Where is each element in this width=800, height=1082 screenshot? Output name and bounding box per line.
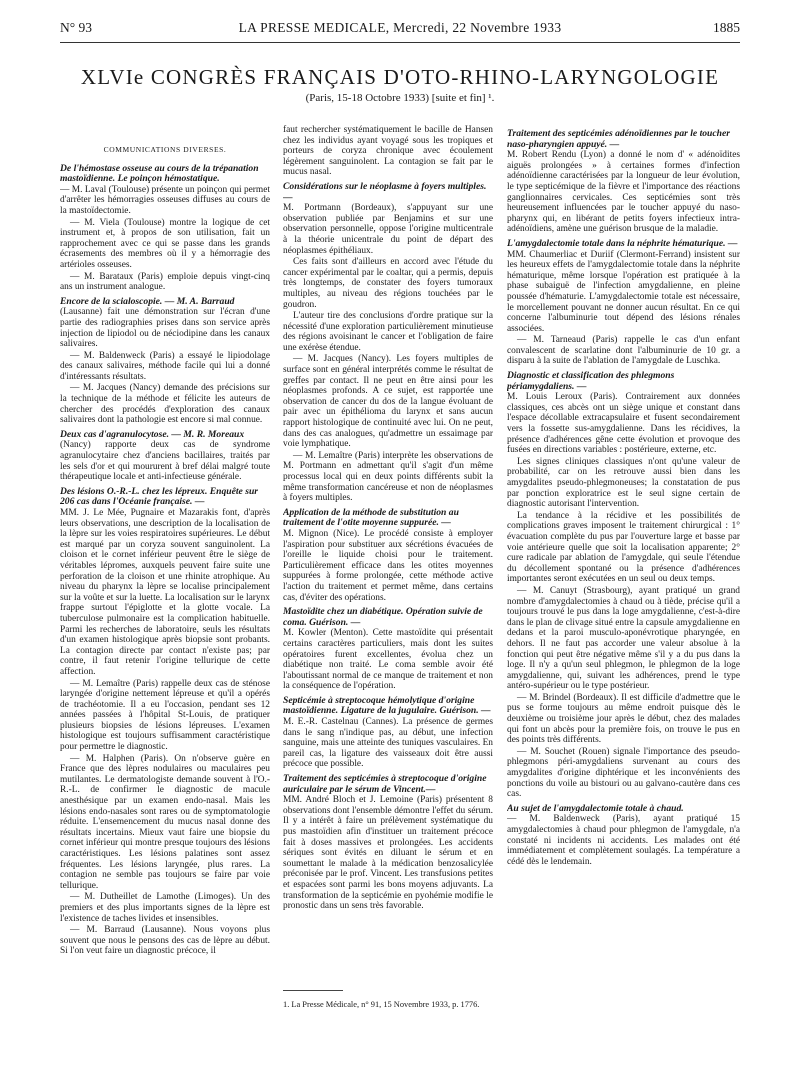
page-subtitle: (Paris, 15-18 Octobre 1933) [suite et fin] ¹. — [305, 92, 495, 104]
paragraph: M. Portmann (Bordeaux), s'appuyant sur une observation publiée par Benjamins et sur une observation personnelle, oppose l'origine multicentrale à la théorie unicentrale du point de départ des néoplasmes épithéliaux. — [283, 203, 493, 256]
section-heading: Diagnostic et classification des phlegmons périamygdaliens. — — [507, 370, 675, 392]
paragraph: M. Louis Leroux (Paris). Contrairement aux données classiques, ces abcès ont un siège unique et constant dans l'espace décollable extracapsulaire et fusent secondairement vers la fossette sus-amygdalienne. Dans les récidives, la présence d'adhérences gêne cette évolution et provoque des fusées en directions variables : postérieure, externe, etc. — [507, 392, 740, 456]
section-heading: Des lésions O.-R.-L. chez les lépreux. Enquête sur 206 cas dans l'Océanie française. — — [60, 485, 259, 508]
section-heading: Application de la méthode de substitution au traitement de l'otite moyenne suppurée. — — [283, 506, 459, 529]
section-heading: Traitement des septicémies adénoïdiennes par le toucher naso-pharyngien appuyé. — — [507, 128, 730, 150]
paragraph: — M. Jacques (Nancy) demande des précisions sur la technique de la méthode et félicite les auteurs de chercher des procédés d'exploration des canaux salivaires dont la pathologie est encore si mal connue. — [60, 383, 270, 426]
paragraph: Ces faits sont d'ailleurs en accord avec l'étude du cancer expérimental par le coaltar, qui a permis, depuis très longtemps, de constater des foyers tumoraux multiples, au niveau des régions touchées par le goudron. — [283, 257, 493, 310]
section-heading: Mastoïdite chez un diabétique. Opération suivie de coma. Guérison. — — [283, 606, 483, 628]
running-header — [60, 20, 740, 44]
footnote-rule — [283, 990, 343, 991]
paragraph: Les signes cliniques classiques n'ont qu'une valeur de probabilité, car on les retrouve aussi bien dans les amygdalites pseudo-phlegmoneuses; la constatation de pus par ponction exploratrice est le seul signe certain de diagnostic autorisant l'intervention. — [507, 456, 740, 510]
paragraph: — M. Laval (Toulouse) présente un poinçon qui permet d'arrêter les hémorragies osseuses diffuses au cours de la mastoïdectomie. — [60, 184, 270, 216]
section-heading: Deux cas d'agranulocytose. — M. R. Moreaux — [60, 428, 245, 440]
paragraph: (Nancy) rapporte deux cas de syndrome agranulocytaire chez d'anciens bacillaires, traités par les sels d'or et qui moururent à bref délai malgré toute thérapeutique locale et anti-infectieuse générale. — [60, 440, 270, 483]
paragraph: — M. Viela (Toulouse) montre la logique de cet instrument et, à propos de son utilisation, fait un rapprochement avec ce qui se passe dans les grands écrasements des membres où il y a hémorragie des artérioles osseuses. — [60, 217, 270, 270]
page-number: 1885 — [713, 20, 740, 35]
paragraph: MM. André Bloch et J. Lemoine (Paris) présentent 8 observations dont l'ensemble démontre l'effet du sérum. Il y a intérêt à faire un prélèvement systématique du pus mastoïdien afin d'instituer un traitement précoce fait à doses massives et prolongées. Les accidents sériques sont évités en diluant le sérum et en soumettant le malade à la médication benzosalicylée préconisée par le prof. Vincent. Les transfusions petites et espacées sont parmi les bons moyens adjuvants. La transformation de la septicémie en pyohémie modifie le pronostic dans un sens très favorable. — [283, 795, 493, 912]
paragraph: M. E.-R. Castelnau (Cannes). La présence de germes dans le sang n'indique pas, au début, une infection sanguine, mais une atteinte des tuniques vasculaires. En pareil cas, la ligature des vaisseaux doit être aussi précoce que possible. — [283, 717, 493, 770]
footnote: 1. La Presse Médicale, n° 91, 15 Novembre 1933, p. 1776. — [283, 1000, 480, 1009]
section-heading: De l'hémostase osseuse au cours de la trépanation mastoïdienne. Le poinçon hémostatique. — [60, 162, 259, 185]
paragraph: — M. Barraud (Lausanne). Nous voyons plus souvent que nous le pensons des cas de lèpre au début. Si l'on veut faire un diagnostic précoce, il — [60, 925, 270, 957]
section-heading: Au sujet de l'amygdalectomie totale à chaud. — [507, 802, 684, 814]
section-heading: Encore de la scialoscopie. — M. A. Barraud — [60, 295, 235, 307]
paragraph: — M. Lemaître (Paris) rappelle deux cas de sténose laryngée d'origine nettement lépreuse et qu'il a opérés de trachéotomie. Il a eu l'occasion, pendant ses 12 années passées à l'hôpital St-Louis, de pratiquer plusieurs biopsies de lésions lépreuses. L'examen histologique est toujours suffisamment caractéristique pour permettre le diagnostic. — [60, 678, 270, 753]
journal-title: LA PRESSE MEDICALE, Mercredi, 22 Novembre 1933 — [238, 20, 562, 35]
paragraph: — M. Jacques (Nancy). Les foyers multiples de surface sont en général interprétés comme le résultat de greffes par contact. Il ne peut en être ainsi pour les néoplasmes profonds. A ce sujet, est rapportée une observation de cancer du dos de la langue évoluant de pair avec un épithélioma du larynx et sans aucun rapport histologique de continuité avec lui. On ne peut, dans des cas analogues, qu'admettre un essaimage par voie lymphatique. — [283, 354, 493, 450]
paragraph: (Lausanne) fait une démonstration sur l'écran d'une partie des radiographies prises dans son service après injection de lipiodol ou de néciodipine dans les canaux salivaires. — [60, 307, 270, 350]
column-1 — [60, 125, 270, 1070]
section-heading: L'amygdalectomie totale dans la néphrite hématurique. — — [507, 237, 738, 249]
paragraph: — M. Baldenweck (Paris) a essayé le lipiodolage des canaux salivaires, méthode facile qui lui a donné d'intéressants résultats. — [60, 350, 270, 382]
paragraph: faut rechercher systématiquement le bacille de Hansen chez les individus ayant voyagé sous les tropiques et porteurs de coryza chronique avec écoulement légèrement sanguinolent. La contagion se fait par le mucus nasal. — [283, 125, 493, 178]
column-3 — [507, 125, 740, 1070]
paragraph: — M. Lemaître (Paris) interprète les observations de M. Portmann en admettant qu'il s'agit d'un même processus local qui en deux points différents subit la même transformation cancéreuse et non de néoplasmes à foyers multiples. — [283, 450, 493, 504]
header-rule — [60, 42, 740, 43]
paragraph: L'auteur tire des conclusions d'ordre pratique sur la nécessité d'une exploration particulièrement minutieuse des régions avoisinant le cancer et l'obligation de faire une exérèse étendue. — [283, 311, 493, 353]
paragraph: — M. Halphen (Paris). On n'observe guère en France que des lèpres nodulaires ou maculaires peu mutilantes. Le dermatologiste demande souvent à l'O.-R.-L. de confirmer le diagnostic de macule anesthésique par un examen endo-nasal. Mais les lésions endo-nasales sont rares ou de symptomatologie réduite. L'ensemencement du mucus nasal donne des résultats incertains. Mieux vaut faire une biopsie du cornet inférieur qui montre presque toujours des lésions caractéristiques. Les lésions palatines sont assez fréquentes. Les lésions laryngée, plus rares. La contagion ne semble pas toujours se faire par voie tellurique. — [60, 753, 270, 891]
paragraph: M. Kowler (Menton). Cette mastoïdite qui présentait certains caractères particuliers, mais dont les suites opératoires furent excellentes, évolua chez un diabétique non traité. Le coma semble avoir été l'aboutissant normal de ce manque de traitement et non la conséquence de l'opération. — [283, 628, 493, 692]
paragraph: M. Robert Rendu (Lyon) a donné le nom d' « adénoïdites aiguës prolongées » à certaines formes d'infection adénoïdienne caractérisées par la longueur de leur évolution, le type septicémique de la fièvre et l'importance des réactions ganglionnaires cervicales. Ces septicémies sont très heureusement influencées par le toucher appuyé du naso-pharynx qui, en libérant de petits foyers infectieux intra-adénoïdiens, amène une guérison brusque de la maladie. — [507, 150, 740, 235]
paragraph: — M. Souchet (Rouen) signale l'importance des pseudo-phlegmons péri-amygdaliens survenant au cours des amygdalites d'origine diphtérique et les inconvénients des ponctions du voile au bistouri ou au galvano-cautère dans ces cas. — [507, 746, 740, 800]
paragraph: — M. Baldenweck (Paris), ayant pratiqué 15 amygdalectomies à chaud pour phlegmon de l'amygdale, n'a constaté ni incidents ni accidents. Les malades ont été immédiatement et complètement soulagés. La température a cédé dès le lendemain. — [507, 814, 740, 867]
section-label: COMMUNICATIONS DIVERSES. — [103, 145, 227, 154]
paragraph: La tendance à la récidive et les possibilités de complications graves imposent le traitement chirurgical : 1° évacuation complète du pus par l'ouverture large et basse par voie antérieure quelle que soit la localisation apparente; 2° cure radicale par ablation de l'amygdale, qui seule l'étendue du décollement spontané ou la présence d'adhérences importantes seront exécutées en un seul ou deux temps. — [507, 510, 740, 585]
paragraph: — M. Brindel (Bordeaux). Il est difficile d'admettre que le pus se forme toujours au même endroit puisque dès le deuxième ou troisième jour après le début, chez des malades qui font un abcès pour la première fois, on trouve le pus en des points très différents. — [507, 692, 740, 746]
page-title: XLVIe CONGRÈS FRANÇAIS D'OTO-RHINO-LARYNGOLOGIE — [80, 65, 720, 89]
column-2 — [283, 125, 493, 985]
paragraph: MM. Chaumerliac et Duriif (Clermont-Ferrand) insistent sur les heureux effets de l'amygdalectomie totale dans la néphrite hématurique, même lorsque l'opération est pratiquée à la phase subaiguë de l'infection amygdalienne, en pleine poussée d'hématurie. L'amygdalectomie totale est nécessaire, le morcellement pouvant ne donner aucun résultat. En ce qui concerne l'albuminurie tout dépend des lésions rénales associées. — [507, 249, 740, 334]
paragraph: — M. Barataux (Paris) emploie depuis vingt-cinq ans un instrument analogue. — [60, 271, 270, 293]
paragraph: MM. J. Le Mée, Pugnaire et Mazarakis font, d'après leurs observations, une description de la localisation de la lèpre sur les voies respiratoires supérieures. Le début est marqué par un coryza souvent sanguinolent. La cloison et le cornet inférieur peuvent être le siège de véritables lépromes, auxquels peuvent faire suite une perforation de la cloison et une rhinite atrophique. Au niveau du pharynx la lèpre se localise principalement sur la voûte et sur la luette. La localisation sur le larynx frappe surtout l'épiglotte et la glotte vocale. La tuberculose pulmonaire est la complication habituelle. Parmi les recherches de laboratoire, seuls les résultats d'un examen histologique après biopsie sont probants. La contagion directe par contact n'existe pas; par contre, il faut retenir l'origine tellurique de cette affection. — [60, 508, 270, 677]
paragraph: — M. Dutheillet de Lamothe (Limoges). Un des premiers et des plus importants signes de la lèpre est l'existence de taches livides et insensibles. — [60, 892, 270, 924]
issue-number: N° 93 — [60, 20, 93, 35]
section-heading: Traitement des septicémies à streptocoque d'origine auriculaire par le sérum de Vincent.— — [283, 773, 487, 795]
section-heading: Septicémie à streptocoque hémolytique d'origine mastoïdienne. Ligature de la jugulaire. Guérison. — — [283, 694, 491, 717]
paragraph: — M. Tarneaud (Paris) rappelle le cas d'un enfant convalescent de scarlatine dont l'albuminurie de 10 gr. a disparu à la suite de l'ablation de l'amygdale de Luschka. — [507, 335, 740, 367]
paragraph: — M. Canuyt (Strasbourg), ayant pratiqué un grand nombre d'amygdalectomies à chaud ou à tiède, précise qu'il a toujours trouvé le pus dans la loge amygdalienne, c'est-à-dire dans le plan de clivage situé entre la capsule amygdalienne en dedans et la paroi musculo-aponévrotique pharyngée, en dehors. Il ne faut pas accorder une valeur absolue à la fonction qui peut être négative même s'il y a du pus dans la loge. Il n'y a qu'un seul phlegmon, le phlegmon de la loge amygdalienne, qui, suivant les adhérences, prend le type antéro-supérieur ou le type postérieur. — [507, 585, 740, 692]
paragraph: M. Mignon (Nice). Le procédé consiste à employer l'aspiration pour substituer aux sécrétions évacuées de l'oreille le liquide choisi pour le traitement. Particulièrement efficace dans les otites moyennes suppurées à forme prolongée, cette méthode active l'action du traitement et permet même, dans certains cas, d'éviter des opérations. — [283, 528, 493, 603]
section-heading: Considérations sur le néoplasme à foyers multiples. — — [283, 180, 487, 203]
